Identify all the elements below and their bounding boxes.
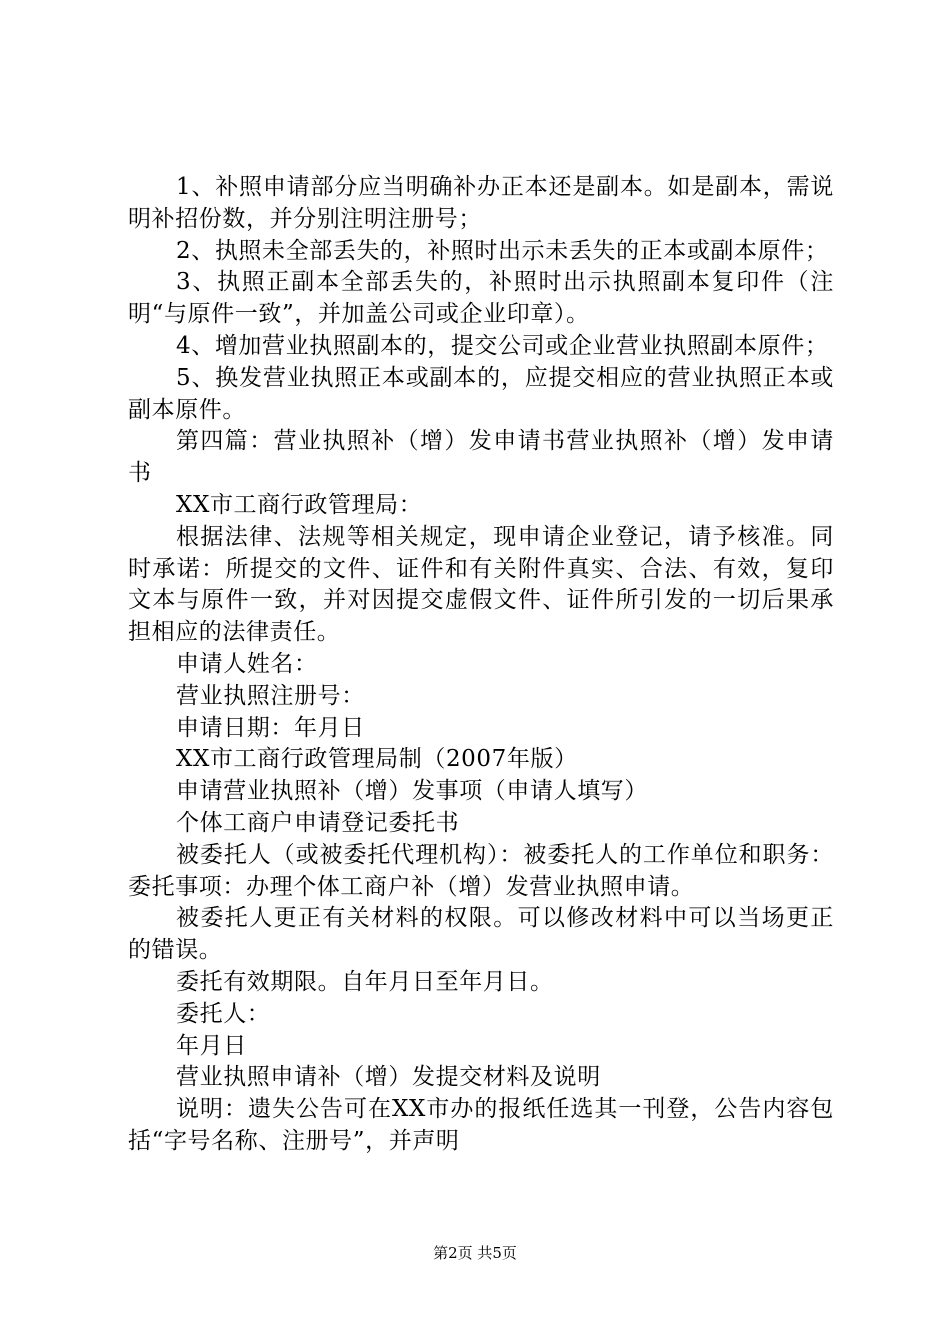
paragraph: 被委托人（或被委托代理机构）：被委托人的工作单位和职务：委托事项：办理个体工商户补（增）发营业执照申请。 xyxy=(128,841,834,900)
paragraph: 被委托人更正有关材料的权限。可以修改材料中可以当场更正的错误。 xyxy=(128,905,834,964)
field-application-date: 申请日期：年月日 xyxy=(176,714,365,741)
field-date: 年月日 xyxy=(176,1032,247,1059)
page-footer xyxy=(0,1243,950,1263)
issuer-line: XX市工商行政管理局制（2007年版） xyxy=(176,746,578,773)
paragraph: 个体工商户申请登记委托书 xyxy=(176,809,460,836)
paragraph: 5、换发营业执照正本或副本的，应提交相应的营业执照正本或副本原件。 xyxy=(128,364,834,423)
paragraph: 根据法律、法规等相关规定，现申请企业登记，请予核准。同时承诺：所提交的文件、证件和有关附件真实、合法、有效，复印文本与原件一致，并对因提交虚假文件、证件所引发的一切后果承担相应的法律责任。 xyxy=(128,523,834,646)
paragraph: 2、执照未全部丢失的，补照时出示未丢失的正本或副本原件； xyxy=(176,237,829,264)
paragraph: 3、执照正副本全部丢失的，补照时出示执照副本复印件（注明“与原件一致”，并加盖公司或企业印章）。 xyxy=(128,269,834,328)
paragraph: 说明：遗失公告可在XX市办的报纸任选其一刊登，公告内容包括“字号名称、注册号”，并声明 xyxy=(128,1096,834,1154)
paragraph: 申请营业执照补（增）发事项（申请人填写） xyxy=(176,778,648,805)
document-body xyxy=(128,172,834,1158)
paragraph: 委托有效期限。自年月日至年月日。 xyxy=(176,968,554,995)
page-indicator: 第2页 共5页 xyxy=(433,1244,517,1262)
paragraph: 4、增加营业执照副本的，提交公司或企业营业执照副本原件； xyxy=(176,332,829,359)
field-principal: 委托人： xyxy=(176,1000,271,1027)
paragraph: 1、补照申请部分应当明确补办正本还是副本。如是副本，需说明补招份数，并分别注明注册号； xyxy=(128,174,834,232)
field-applicant-name: 申请人姓名： xyxy=(176,650,318,677)
section-heading: 第四篇：营业执照补（增）发申请书营业执照补（增）发申请书 xyxy=(128,428,834,487)
paragraph: 营业执照申请补（增）发提交材料及说明 xyxy=(176,1064,601,1091)
field-registration-number: 营业执照注册号： xyxy=(176,682,365,709)
addressee: XX市工商行政管理局： xyxy=(176,491,423,518)
